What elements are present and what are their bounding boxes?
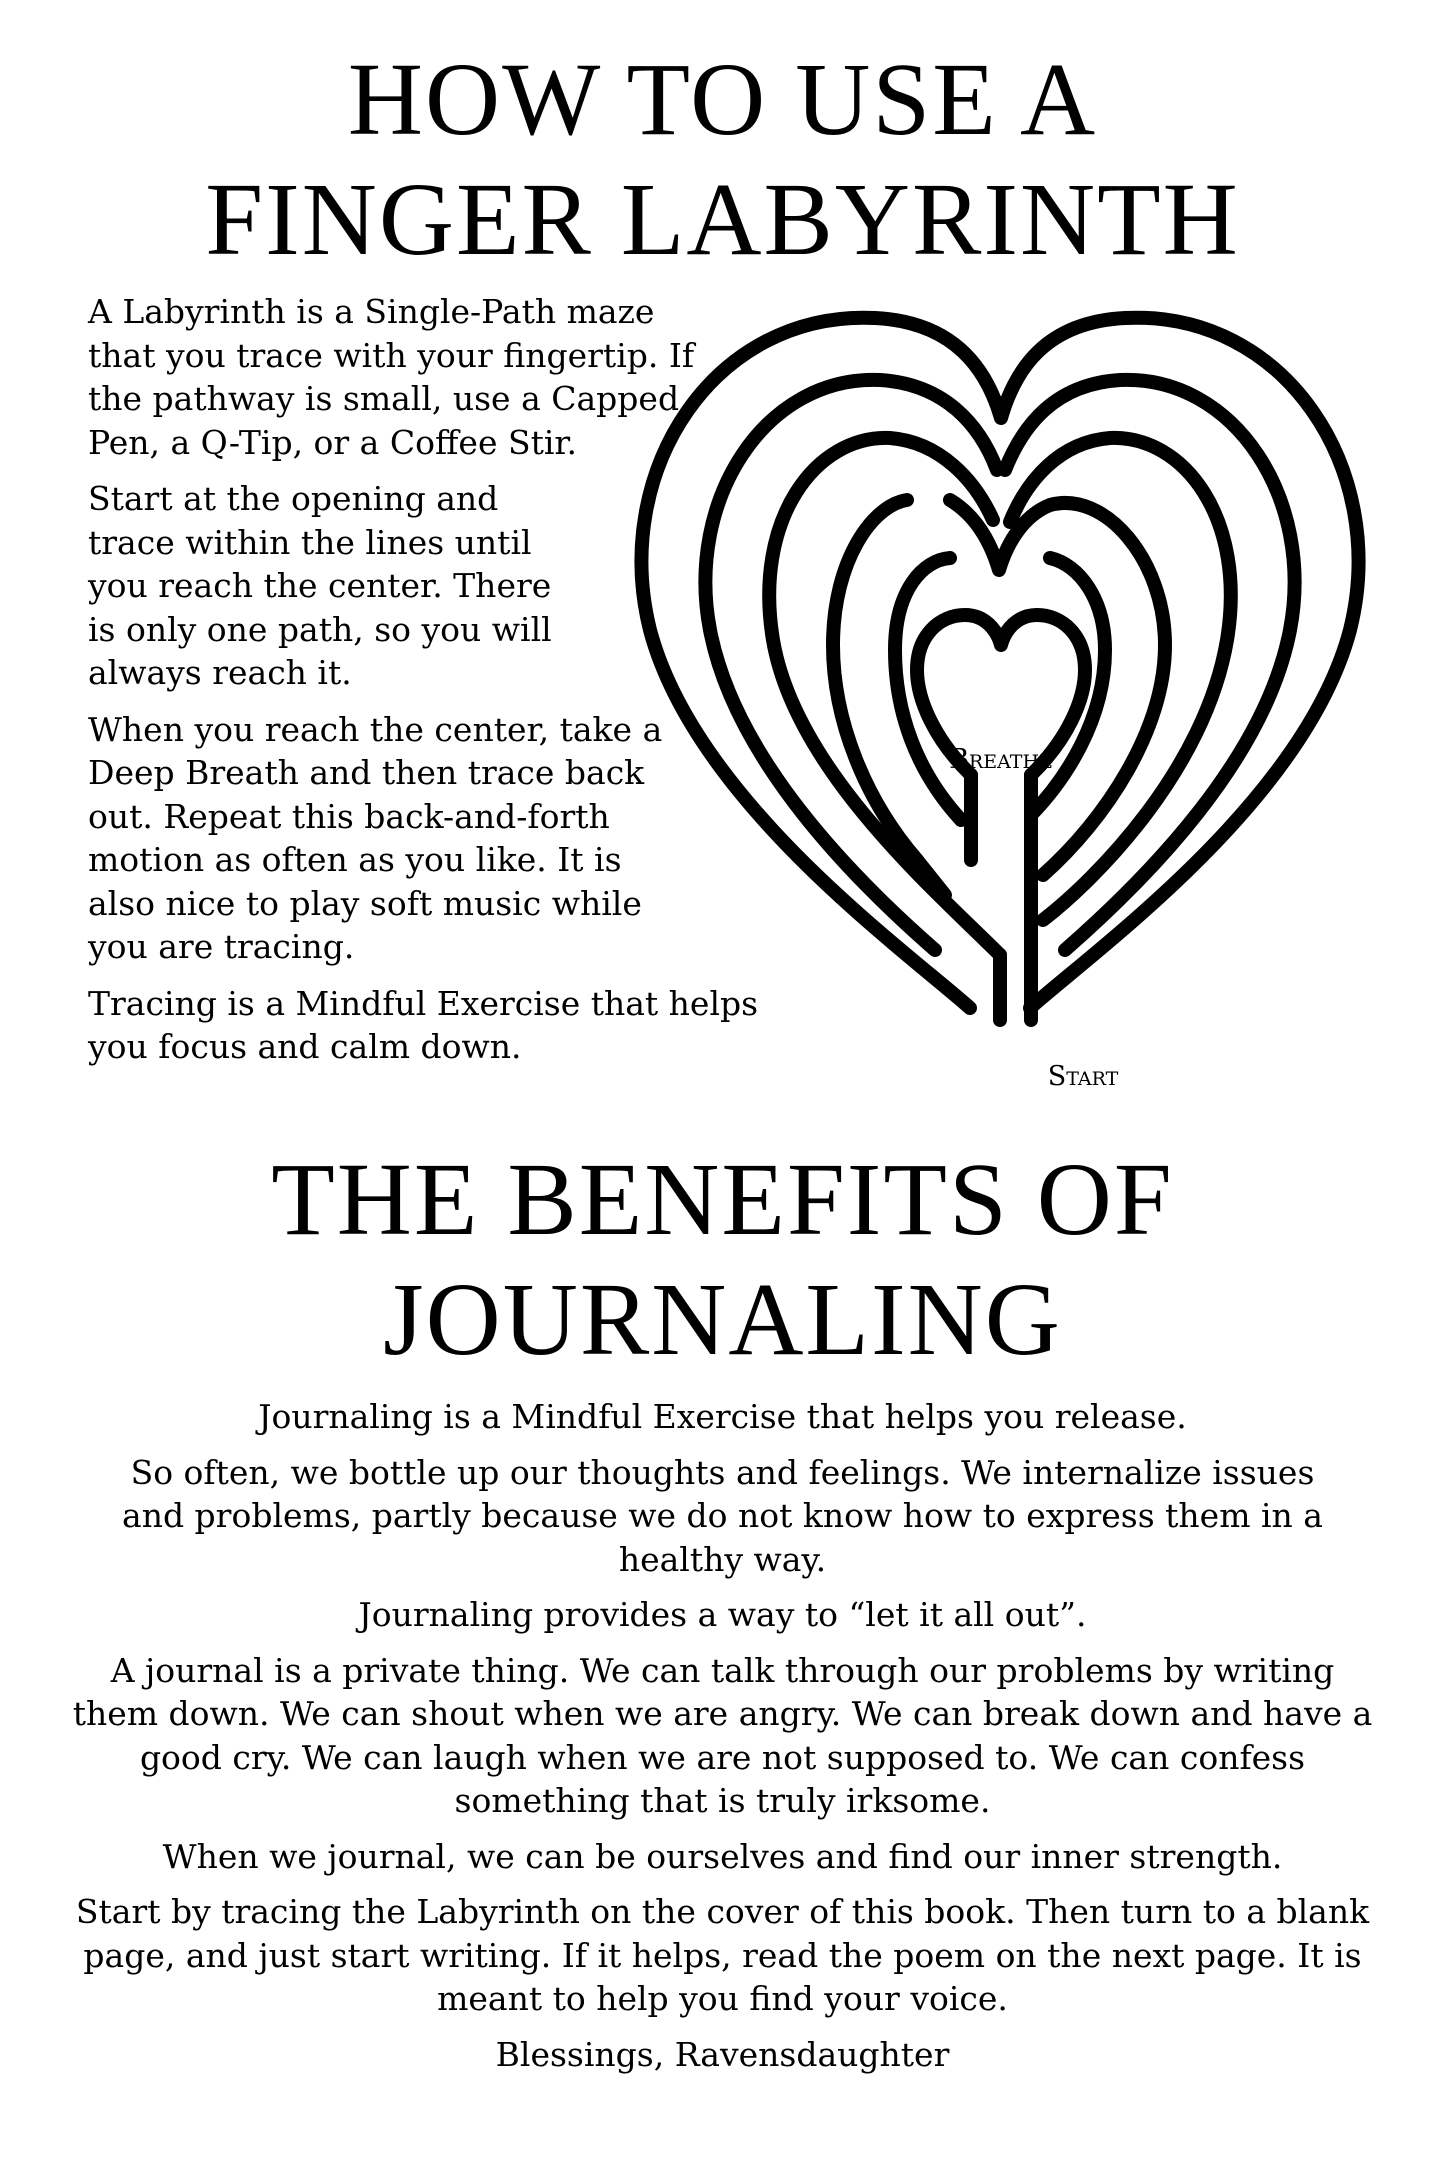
- labyrinth-walls: [641, 318, 1358, 1020]
- benefit-paragraph: When we journal, we can be ourselves and find our inner strength.: [162, 1836, 1283, 1876]
- signature: Blessings, Ravensdaughter: [495, 2034, 950, 2074]
- instruction-paragraph: When you reach the center, take a Deep Breath and then trace back out. Repeat this back-and-forth motion as often as you like. It is also nice to play soft music while you are tracing.: [88, 709, 663, 966]
- benefit-paragraph: Journaling is a Mindful Exercise that helps you release.: [258, 1397, 1187, 1436]
- section-title: [0, 1140, 1445, 1380]
- benefit-paragraph: A journal is a private thing. We can talk through our problems by writing them down. We can shout when we are angry. We can break down and have a good cry. We can laugh when we are not supposed to. We can confess something that is truly irksome.: [72, 1650, 1373, 1820]
- benefit-paragraph: So often, we bottle up our thoughts and feelings. We internalize issues and problems, partly because we do not know how to express them in a healthy way.: [122, 1452, 1323, 1579]
- labyrinth-center-label: Breathe: [949, 744, 1053, 775]
- section-title-line-2: JOURNALING: [383, 1262, 1062, 1377]
- instruction-paragraph: A Labyrinth is a Single-Path maze that you trace with your fingertip. If the pathway is small, use a Capped Pen, a Q-Tip, or a Coffee Stir.: [88, 292, 695, 462]
- labyrinth-start-label: Start: [1047, 1061, 1119, 1092]
- instruction-paragraph: Start at the opening and trace within the lines until you reach the center. There is only one path, so you will always reach it.: [88, 479, 552, 692]
- title-line-1: HOW TO USE A: [347, 42, 1098, 157]
- instruction-paragraph: Tracing is a Mindful Exercise that helps you focus and calm down.: [88, 983, 759, 1066]
- benefit-paragraph: Journaling provides a way to “let it all out”.: [358, 1595, 1087, 1634]
- benefit-paragraph: Start by tracing the Labyrinth on the cover of this book. Then turn to a blank page, and just start writing. If it helps, read the poem on the next page. It is meant to help you find your voice.: [75, 1892, 1370, 2018]
- title-line-2: FINGER LABYRINTH: [205, 162, 1240, 277]
- section-title-line-1: THE BENEFITS OF: [271, 1142, 1174, 1257]
- heart-labyrinth[interactable]: [605, 300, 1395, 1100]
- page-title: [0, 40, 1445, 280]
- journaling-benefits: [70, 1395, 1375, 2088]
